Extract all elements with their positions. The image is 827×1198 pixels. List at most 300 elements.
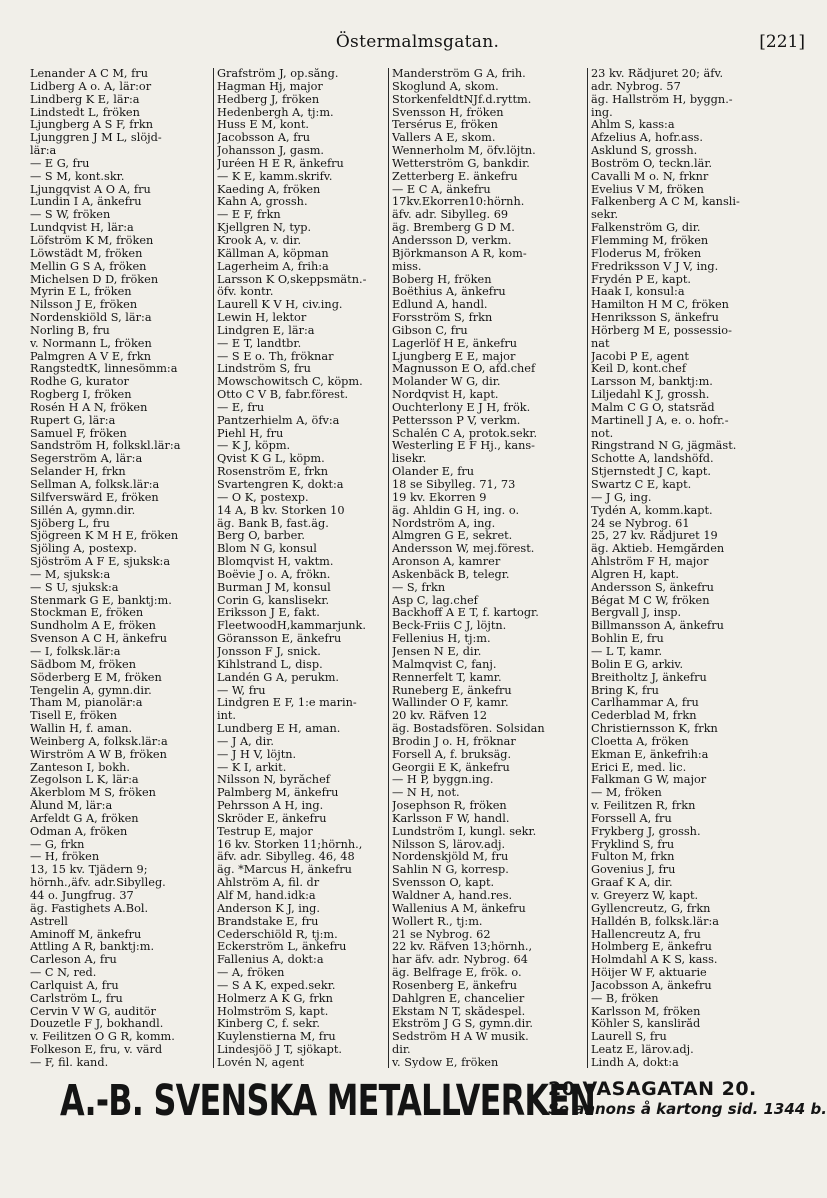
directory-entry: Nordenskjöld M, fru bbox=[392, 851, 509, 864]
directory-entry: — W, fru bbox=[217, 684, 266, 697]
directory-entry: Piehl H, fru bbox=[217, 427, 284, 440]
directory-entry: Svensson H, fröken bbox=[392, 106, 504, 119]
directory-entry: v. Normann L, fröken bbox=[30, 337, 152, 350]
directory-entry: v. Feilitzen R, frkn bbox=[591, 800, 696, 813]
directory-entry: Vallers A E, skom. bbox=[392, 132, 496, 145]
ad-note: Se annons å kartong sid. 1344 b. bbox=[548, 1100, 827, 1118]
directory-entry: miss. bbox=[392, 260, 422, 273]
directory-entry: Boström O, teckn.lär. bbox=[591, 157, 713, 170]
directory-entry: Holmerz A K G, frkn bbox=[217, 992, 333, 1005]
directory-entry: Svenson A C H, änkefru bbox=[30, 633, 167, 646]
directory-entry: Ekström J G S, gymn.dir. bbox=[392, 1018, 533, 1031]
directory-entry: Eckerström L, änkefru bbox=[217, 941, 347, 954]
directory-entry: äfv. adr. Sibylleg. 46, 48 bbox=[217, 851, 355, 864]
directory-entry: Pantzerhielm A, öfv:a bbox=[217, 414, 340, 427]
directory-entry: Holmberg E, änkefru bbox=[591, 941, 712, 954]
directory-entry: Martinell J A, e. o. hofr.- bbox=[591, 414, 729, 427]
directory-entry: Evelius V M, fröken bbox=[591, 183, 704, 196]
directory-entry: äfv. adr. Sibylleg. 69 bbox=[392, 209, 509, 222]
directory-entry: 13, 15 kv. Tjädern 9; bbox=[30, 864, 148, 877]
directory-entry: Ekstam N T, skådespel. bbox=[392, 1005, 526, 1018]
directory-entry: — E T, landtbr. bbox=[217, 337, 302, 350]
directory-entry: Douzetle F J, bokhandl. bbox=[30, 1018, 164, 1031]
directory-entry: Andersson D, verkm. bbox=[392, 234, 512, 247]
directory-entry: 19 kv. Ekorren 9 bbox=[392, 491, 487, 504]
directory-entry: Astrell bbox=[30, 915, 68, 928]
directory-entry: Wollert R., tj:m. bbox=[392, 915, 483, 928]
directory-entry: Qvist K G L, köpm. bbox=[217, 453, 325, 466]
directory-entry: Ahlström A, fil. dr bbox=[217, 877, 320, 890]
directory-entry: Keil D, kont.chef bbox=[591, 363, 686, 376]
directory-entry: Laurell K V H, civ.ing. bbox=[217, 299, 343, 312]
directory-entry: Lidberg A o. A, lär:or bbox=[30, 80, 152, 93]
directory-entry: Källman A, köpman bbox=[217, 247, 329, 260]
directory-entry: Blom N G, konsul bbox=[217, 543, 317, 556]
directory-entry: Erici E, med. lic. bbox=[591, 761, 687, 774]
directory-entry: Ringstrand N G, jägmäst. bbox=[591, 440, 737, 453]
directory-entry: Tengelin A, gymn.dir. bbox=[30, 684, 152, 697]
directory-entry: äg. Hallström H, byggn.- bbox=[591, 93, 733, 106]
directory-entry: Blomqvist H, vaktm. bbox=[217, 556, 334, 569]
directory-entry: 16 kv. Storken 11;hörnh., bbox=[217, 838, 363, 851]
directory-entry: äg. Bank B, fast.äg. bbox=[217, 517, 329, 530]
directory-entry: Wetterström G, bankdir. bbox=[392, 157, 530, 170]
directory-entry: Laurell S, fru bbox=[591, 1031, 667, 1044]
directory-entry: äg. Bostadsfören. Solsidan bbox=[392, 723, 545, 736]
directory-entry: 25, 27 kv. Rådjuret 19 bbox=[591, 530, 718, 543]
directory-entry: Aronson A, kamrer bbox=[392, 556, 501, 569]
directory-entry: Nilsson S, lärov.adj. bbox=[392, 838, 506, 851]
directory-entry: — M, fröken bbox=[591, 787, 662, 800]
directory-entry: Rodhe G, kurator bbox=[30, 376, 129, 389]
directory-entry: Johansson J, gasm. bbox=[217, 145, 324, 158]
directory-entry: Eriksson J E, fakt. bbox=[217, 607, 320, 620]
directory-entry: Wallinder O F, kamr. bbox=[392, 697, 509, 710]
directory-entry: Fallenius A, dokt:a bbox=[217, 954, 324, 967]
directory-entry: Weinberg A, folksk.lär:a bbox=[30, 735, 168, 748]
directory-entry: Forssell A, fru bbox=[591, 812, 672, 825]
directory-entry: — K I, arkit. bbox=[217, 761, 287, 774]
directory-entry: Beck-Friis C J, löjtn. bbox=[392, 620, 507, 633]
directory-entry: äg. Aktieb. Hemgården bbox=[591, 543, 725, 556]
directory-entry: — J G, ing. bbox=[591, 491, 652, 504]
directory-entry: — C N, red. bbox=[30, 967, 97, 980]
directory-entry: Forsström S, frkn bbox=[392, 312, 493, 325]
directory-entry: Hedberg J, fröken bbox=[217, 93, 320, 106]
directory-entry: Molander W G, dir. bbox=[392, 376, 501, 389]
directory-entry: Ljunggren J M L, slöjd- bbox=[30, 132, 162, 145]
directory-entry: Falkenström G, dir. bbox=[591, 222, 701, 235]
directory-entry: Cervin V W G, auditör bbox=[30, 1005, 156, 1018]
directory-entry: lär:a bbox=[30, 145, 57, 158]
directory-entry: Köhler S, kansliråd bbox=[591, 1018, 701, 1031]
directory-entry: Wallin H, f. aman. bbox=[30, 723, 133, 736]
directory-entry: FleetwoodH,kammarjunk. bbox=[217, 620, 366, 633]
directory-entry: Runeberg E, änkefru bbox=[392, 684, 512, 697]
directory-entry: Malmqvist C, fanj. bbox=[392, 658, 497, 671]
directory-entry: Cloetta A, fröken bbox=[591, 735, 689, 748]
directory-entry: Fryklind S, fru bbox=[591, 838, 675, 851]
directory-entry: Sahlin N G, korresp. bbox=[392, 864, 509, 877]
directory-entry: Askenbäck B, telegr. bbox=[392, 568, 510, 581]
directory-entry: Krook A, v. dir. bbox=[217, 234, 302, 247]
directory-entry: Schalén C A, protok.sekr. bbox=[392, 427, 538, 440]
directory-entry: Tersérus E, fröken bbox=[392, 119, 498, 132]
directory-entry: Nordström A, ing. bbox=[392, 517, 496, 530]
directory-entry: äg. Bremberg G D M. bbox=[392, 222, 515, 235]
directory-entry: — H P, byggn.ing. bbox=[392, 774, 494, 787]
directory-entry: Lindh A, dokt:a bbox=[591, 1056, 679, 1068]
directory-entry: Bégat M C W, fröken bbox=[591, 594, 710, 607]
directory-entry: Ödman A, fröken bbox=[30, 825, 128, 838]
street-title: Östermalmsgatan. bbox=[335, 32, 500, 52]
directory-entry: Rennerfelt T, kamr. bbox=[392, 671, 502, 684]
directory-entry: Ekman E, änkefrih:a bbox=[591, 748, 709, 761]
directory-entry: Hamilton H M C, fröken bbox=[591, 299, 729, 312]
directory-entry: Palmberg M, änkefru bbox=[217, 787, 339, 800]
directory-entry: 23 kv. Rådjuret 20; äfv. bbox=[591, 68, 724, 80]
directory-entry: Rosén H A N, fröken bbox=[30, 401, 148, 414]
directory-entry: Falkman G W, major bbox=[591, 774, 707, 787]
directory-entry: Folkeson E, fru, v. värd bbox=[30, 1044, 163, 1057]
directory-entry: Michelsen D D, fröken bbox=[30, 273, 159, 286]
directory-entry: Pehrsson A H, ing. bbox=[217, 800, 324, 813]
directory-entry: — H, fröken bbox=[30, 851, 100, 864]
directory-entry: Schotte A, landshöfd. bbox=[591, 453, 714, 466]
directory-entry: Testrup E, major bbox=[217, 825, 313, 838]
directory-entry: Mowschowitsch C, köpm. bbox=[217, 376, 363, 389]
directory-entry: äg. *Marcus H, änkefru bbox=[217, 864, 352, 877]
directory-entry: Ölander E, fru bbox=[392, 466, 475, 479]
directory-entry: Flemming M, fröken bbox=[591, 234, 709, 247]
directory-entry: Pettersson P V, verkm. bbox=[392, 414, 521, 427]
directory-entry: Zegolson L K, lär:a bbox=[30, 774, 139, 787]
directory-entry: Jonsson F J, snick. bbox=[217, 645, 321, 658]
directory-entry: Skröder E, änkefru bbox=[217, 812, 327, 825]
directory-entry: — S W, fröken bbox=[30, 209, 111, 222]
directory-entry: Karlsson M, fröken bbox=[591, 1005, 701, 1018]
directory-entry: — K E, kamm.skrifv. bbox=[217, 170, 333, 183]
directory-entry: Forsell A, f. bruksäg. bbox=[392, 748, 512, 761]
directory-entry: Sundholm A E, fröken bbox=[30, 620, 156, 633]
directory-entry: 18 se Sibylleg. 71, 73 bbox=[392, 479, 516, 491]
directory-entry: v. Greyerz W, kapt. bbox=[591, 890, 699, 902]
page-number: [221] bbox=[759, 32, 805, 52]
column-4 bbox=[587, 68, 810, 1068]
directory-entry: Haak I, konsul:a bbox=[591, 286, 685, 299]
directory-entry: Brodin J o. H, fröknar bbox=[392, 735, 516, 748]
directory-entry: Corin G, kanslisekr. bbox=[217, 594, 330, 607]
directory-entry: Kihlstrand L, disp. bbox=[217, 658, 323, 671]
column-1 bbox=[30, 68, 213, 1068]
directory-entry: Hallencreutz A, fru bbox=[591, 928, 701, 941]
directory-entry: Lagerheim A, frih:a bbox=[217, 260, 329, 273]
directory-entry: Åkerblom M S, fröken bbox=[30, 787, 156, 800]
directory-entry: — N H, not. bbox=[392, 787, 460, 800]
directory-entry: Rosenström E, frkn bbox=[217, 466, 329, 479]
directory-entry: äg. Belfrage E, frök. o. bbox=[392, 967, 522, 980]
directory-entry: Kahn A, grossh. bbox=[217, 196, 308, 209]
directory-entry: Hedenbergh A, tj:m. bbox=[217, 106, 334, 119]
directory-entry: Malm C G O, statsråd bbox=[591, 401, 715, 414]
directory-entry: Frykberg J, grossh. bbox=[591, 825, 701, 838]
directory-entry: Afzelius A, hofr.ass. bbox=[591, 132, 703, 145]
directory-entry: Cederblad M, frkn bbox=[591, 710, 697, 723]
directory-entry: — F, fil. kand. bbox=[30, 1056, 109, 1068]
directory-entry: Sjöling A, postexp. bbox=[30, 543, 137, 556]
directory-entry: Asklund S, grossh. bbox=[591, 145, 698, 158]
directory-entry: Wallenius A M, änkefru bbox=[392, 902, 526, 915]
directory-entry: Jacobsson A, fru bbox=[217, 132, 311, 145]
directory-entry: Söderberg E M, fröken bbox=[30, 671, 162, 684]
directory-entry: Josephson R, fröken bbox=[392, 800, 507, 813]
directory-entry: v. Feilitzen O G R, komm. bbox=[30, 1031, 175, 1044]
directory-entry: Anderson K J, ing. bbox=[217, 902, 321, 915]
directory-entry: Sandström H, folkskl.lär:a bbox=[30, 440, 181, 453]
directory-entry: Nordqvist H, kapt. bbox=[392, 389, 499, 402]
directory-entry: Bergvall J, insp. bbox=[591, 607, 682, 620]
directory-entry: 20 kv. Räfven 12 bbox=[392, 710, 488, 723]
directory-entry: Kinberg C, f. sekr. bbox=[217, 1018, 320, 1031]
directory-entry: Halldén B, folksk.lär:a bbox=[591, 915, 720, 928]
directory-entry: Nilsson N, byråchef bbox=[217, 774, 330, 787]
directory-entry: har äfv. adr. Nybrog. 64 bbox=[392, 954, 528, 967]
directory-entry: Wennerholm M, öfv.löjtn. bbox=[392, 145, 536, 158]
directory-entry: sekr. bbox=[591, 209, 619, 222]
directory-entry: Otto C V B, fabr.förest. bbox=[217, 389, 349, 402]
directory-entry: Sillén A, gymn.dir. bbox=[30, 504, 136, 517]
directory-entry: Boëthius A, änkefru bbox=[392, 286, 506, 299]
directory-entry: hörnh.,äfv. adr.Sibylleg. bbox=[30, 877, 166, 890]
directory-entry: — O K, postexp. bbox=[217, 491, 309, 504]
directory-entry: Samuel F, fröken bbox=[30, 427, 127, 440]
column-3 bbox=[388, 68, 587, 1068]
ad-details bbox=[548, 1078, 827, 1118]
column-2 bbox=[213, 68, 388, 1068]
directory-entry: not. bbox=[591, 427, 614, 440]
directory-entry: öfv. kontr. bbox=[217, 286, 274, 299]
directory-entry: Liljedahl K J, grossh. bbox=[591, 389, 710, 402]
directory-entry: Christiernsson K, frkn bbox=[591, 723, 718, 736]
directory-entry: Silfverswärd E, fröken bbox=[30, 491, 159, 504]
directory-entry: Lenander A C M, fru bbox=[30, 68, 148, 80]
directory-entry: Fellenius H, tj:m. bbox=[392, 633, 491, 646]
directory-entry: Dahlgren E, chancelier bbox=[392, 992, 525, 1005]
directory-entry: Boëvie J o. A, frökn. bbox=[217, 568, 331, 581]
directory-entry: Asp C, lag.chef bbox=[392, 594, 478, 607]
directory-entry: Ålund M, lär:a bbox=[30, 800, 113, 813]
directory-entry: Henriksson S, änkefru bbox=[591, 312, 719, 325]
directory-entry: Höijer W F, aktuarie bbox=[591, 967, 707, 980]
directory-entry: Björkmanson A R, kom- bbox=[392, 247, 527, 260]
directory-entry: Carlhammar A, fru bbox=[591, 697, 699, 710]
directory-entry: Gibson C, fru bbox=[392, 324, 468, 337]
directory-entry: Lundqvist H, lär:a bbox=[30, 222, 134, 235]
directory-entry: Sjöberg L, fru bbox=[30, 517, 110, 530]
directory-entry: Sellman A, folksk.lär:a bbox=[30, 479, 160, 491]
directory-entry: Grafström J, op.sång. bbox=[217, 68, 339, 80]
directory-entry: Breitholtz J, änkefru bbox=[591, 671, 707, 684]
directory-entry: — E, fru bbox=[217, 401, 265, 414]
directory-entry: Göransson E, änkefru bbox=[217, 633, 342, 646]
directory-entry: Alf M, hand.idk:a bbox=[217, 890, 316, 902]
directory-entry: Svartengren K, dokt:a bbox=[217, 479, 344, 491]
directory-entry: adr. Nybrog. 57 bbox=[591, 80, 681, 93]
directory-entry: Löfström K M, fröken bbox=[30, 234, 154, 247]
directory-entry: Billmansson A, änkefru bbox=[591, 620, 724, 633]
directory-entry: Stenmark G E, banktj:m. bbox=[30, 594, 172, 607]
directory-entry: — A, fröken bbox=[217, 967, 285, 980]
directory-entry: Ljungberg A S F, frkn bbox=[30, 119, 153, 132]
directory-entry: Almgren G E, sekret. bbox=[392, 530, 513, 543]
directory-columns bbox=[30, 68, 810, 1068]
directory-entry: Sjöström A F E, sjuksk:a bbox=[30, 556, 171, 569]
directory-entry: Ärfeldt G A, fröken bbox=[30, 812, 139, 825]
directory-entry: Ljungberg E E, major bbox=[392, 350, 516, 363]
directory-entry: 14 A, B kv. Storken 10 bbox=[217, 504, 345, 517]
directory-entry: 17kv.Ekorren10:hörnh. bbox=[392, 196, 525, 209]
directory-entry: Edlund A, handl. bbox=[392, 299, 488, 312]
directory-entry: Hagman Hj, major bbox=[217, 80, 323, 93]
directory-entry: Landén G A, perukm. bbox=[217, 671, 339, 684]
directory-entry: Karlsson F W, handl. bbox=[392, 812, 510, 825]
directory-entry: 22 kv. Räfven 13;hörnh., bbox=[392, 941, 533, 954]
directory-entry: lisekr. bbox=[392, 453, 427, 466]
directory-entry: — M, sjuksk:a bbox=[30, 568, 111, 581]
directory-entry: Ouchterlony E J H, frök. bbox=[392, 401, 531, 414]
directory-entry: Tham M, pianolär:a bbox=[30, 697, 143, 710]
directory-entry: Kaeding A, fröken bbox=[217, 183, 321, 196]
directory-entry: Backhoff A E T, f. kartogr. bbox=[392, 607, 539, 620]
directory-entry: Rosenberg E, änkefru bbox=[392, 979, 518, 992]
directory-entry: Kjellgren N, typ. bbox=[217, 222, 312, 235]
directory-entry: Boberg H, fröken bbox=[392, 273, 492, 286]
directory-entry: Gyllencreutz, G, frkn bbox=[591, 902, 711, 915]
directory-entry: Huss E M, kont. bbox=[217, 119, 309, 132]
directory-entry: Stockman E, fröken bbox=[30, 607, 144, 620]
directory-entry: Brandstake E, fru bbox=[217, 915, 319, 928]
directory-entry: Lindström S, fru bbox=[217, 363, 311, 376]
directory-entry: Nilsson J E, fröken bbox=[30, 299, 138, 312]
ad-company-name: A.-B. SVENSKA METALLVERKEN bbox=[60, 1076, 596, 1126]
directory-entry: Burman J M, konsul bbox=[217, 581, 331, 594]
directory-entry: Andersson W, mej.förest. bbox=[392, 543, 535, 556]
page-header bbox=[30, 32, 805, 58]
directory-entry: — E G, fru bbox=[30, 157, 90, 170]
directory-entry: Waldner A, hand.res. bbox=[392, 890, 513, 902]
directory-entry: Juréen H E R, änkefru bbox=[217, 157, 344, 170]
directory-entry: — K J, köpm. bbox=[217, 440, 291, 453]
directory-entry: Aminoff M, änkefru bbox=[30, 928, 142, 941]
directory-entry: Andersson S, änkefru bbox=[591, 581, 714, 594]
directory-entry: Carleson A, fru bbox=[30, 954, 117, 967]
directory-entry: Sjögreen K M H E, fröken bbox=[30, 530, 179, 543]
directory-entry: Selander H, frkn bbox=[30, 466, 126, 479]
directory-entry: Zetterberg E. änkefru bbox=[392, 170, 518, 183]
directory-entry: Manderström G A, frih. bbox=[392, 68, 526, 80]
directory-entry: Leatz E, lärov.adj. bbox=[591, 1044, 694, 1057]
directory-entry: — E C A, änkefru bbox=[392, 183, 491, 196]
directory-entry: — L T, kamr. bbox=[591, 645, 663, 658]
directory-entry: Jacobsson A, änkefru bbox=[591, 979, 712, 992]
directory-entry: int. bbox=[217, 710, 237, 723]
directory-entry: Georgii E K, änkefru bbox=[392, 761, 510, 774]
directory-entry: Ahlström F H, major bbox=[591, 556, 709, 569]
directory-entry: Swartz C E, kapt. bbox=[591, 479, 692, 491]
directory-entry: — S, frkn bbox=[392, 581, 446, 594]
directory-entry: Zanteson I, bokh. bbox=[30, 761, 130, 774]
directory-entry: — S E o. Th, fröknar bbox=[217, 350, 334, 363]
directory-entry: Magnusson E O, afd.chef bbox=[392, 363, 536, 376]
directory-entry: Lundberg E H, aman. bbox=[217, 723, 341, 736]
directory-entry: Holmdahl A K S, kass. bbox=[591, 954, 718, 967]
directory-entry: Lindgren E, lär:a bbox=[217, 324, 315, 337]
directory-entry: Attling A R, banktj:m. bbox=[30, 941, 155, 954]
directory-entry: — E F, frkn bbox=[217, 209, 281, 222]
directory-entry: Falkenberg A C M, kansli- bbox=[591, 196, 740, 209]
directory-entry: Lindgren E F, 1:e marin- bbox=[217, 697, 357, 710]
directory-entry: Lindberg K E, lär:a bbox=[30, 93, 140, 106]
directory-entry: äg. Fastighets A.Bol. bbox=[30, 902, 149, 915]
directory-entry: äg. Ahldin G H, ing. o. bbox=[392, 504, 520, 517]
directory-entry: Ljungqvist A O A, fru bbox=[30, 183, 151, 196]
directory-entry: ing. bbox=[591, 106, 613, 119]
directory-entry: Sädbom M, fröken bbox=[30, 658, 136, 671]
ad-address: 20 VASAGATAN 20. bbox=[548, 1078, 757, 1100]
directory-entry: Fredriksson V J V, ing. bbox=[591, 260, 719, 273]
directory-entry: v. Sydow E, fröken bbox=[392, 1056, 499, 1068]
directory-entry: Floderus M, fröken bbox=[591, 247, 702, 260]
directory-entry: Carlquist A, fru bbox=[30, 979, 119, 992]
directory-entry: 21 se Nybrog. 62 bbox=[392, 928, 491, 941]
directory-entry: Larsson M, banktj:m. bbox=[591, 376, 713, 389]
directory-entry: — S M, kont.skr. bbox=[30, 170, 125, 183]
directory-entry: Svensson O, kapt. bbox=[392, 877, 495, 890]
directory-entry: Rupert G, lär:a bbox=[30, 414, 116, 427]
directory-entry: Rogberg I, fröken bbox=[30, 389, 132, 402]
directory-entry: Jacobi P E, agent bbox=[591, 350, 689, 363]
directory-entry: Holmström S, kapt. bbox=[217, 1005, 329, 1018]
directory-entry: Lindesjöö J T, sjökapt. bbox=[217, 1044, 343, 1057]
directory-entry: Cederschiöld R, tj:m. bbox=[217, 928, 338, 941]
directory-entry: Jensen N E, dir. bbox=[392, 645, 482, 658]
directory-entry: dir. bbox=[392, 1044, 411, 1057]
directory-entry: Norling B, fru bbox=[30, 324, 110, 337]
directory-entry: Lewin H, lektor bbox=[217, 312, 307, 325]
directory-entry: StorkenfeldtNJf.d.ryttm. bbox=[392, 93, 532, 106]
directory-entry: RangstedtK, linnesömm:a bbox=[30, 363, 178, 376]
directory-entry: Lagerlöf H E, änkefru bbox=[392, 337, 518, 350]
directory-entry: Graaf K A, dir. bbox=[591, 877, 673, 890]
directory-entry: Carlström L, fru bbox=[30, 992, 123, 1005]
directory-entry: Hörberg M E, possessio- bbox=[591, 324, 732, 337]
directory-entry: Cavalli M o. N, frknr bbox=[591, 170, 709, 183]
directory-entry: nat bbox=[591, 337, 610, 350]
directory-entry: Stjernstedt J C, kapt. bbox=[591, 466, 712, 479]
directory-entry: Algren H, kapt. bbox=[591, 568, 679, 581]
directory-entry: Westerling E F Hj., kans- bbox=[392, 440, 535, 453]
advertisement bbox=[0, 1076, 827, 1136]
directory-entry: Sedström H A W musik. bbox=[392, 1031, 529, 1044]
directory-entry: Segerström A, lär:a bbox=[30, 453, 143, 466]
directory-entry: Lovén N, agent bbox=[217, 1056, 305, 1068]
directory-entry: Bohlin E, fru bbox=[591, 633, 664, 646]
directory-entry: Bring K, fru bbox=[591, 684, 659, 697]
directory-entry: Bolin E G, arkiv. bbox=[591, 658, 684, 671]
directory-entry: — J H V, löjtn. bbox=[217, 748, 297, 761]
directory-entry: Larsson K O,skeppsmätn.- bbox=[217, 273, 367, 286]
directory-entry: — G, frkn bbox=[30, 838, 85, 851]
